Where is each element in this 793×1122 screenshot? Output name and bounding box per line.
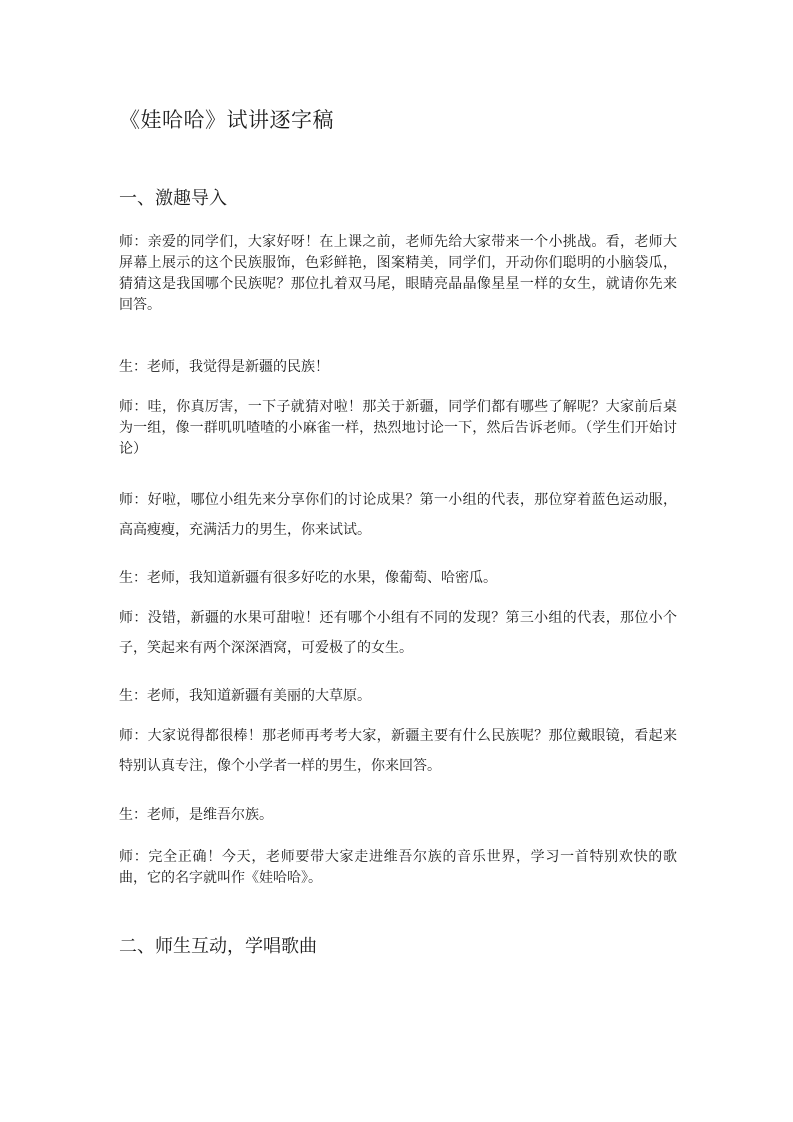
paragraph-teacher-5: 师：大家说得都很棒！那老师再考考大家，新疆主要有什么民族呢？那位戴眼镜，看起来特别认真专注，像个小学者一样的男生，你来回答。 <box>119 728 677 774</box>
paragraph-teacher-3: 师：好啦，哪位小组先来分享你们的讨论成果？第一小组的代表，那位穿着蓝色运动服，高高瘦瘦，充满活力的男生，你来试试。 <box>119 492 677 538</box>
paragraph-teacher-1: 师：亲爱的同学们，大家好呀！在上课之前，老师先给大家带来一个小挑战。看，老师大屏幕上展示的这个民族服饰，色彩鲜艳，图案精美，同学们，开动你们聪明的小脑袋瓜，猜猜这是我国哪个民族呢？那位扎着双马尾，眼睛亮晶晶像星星一样的女生，就请你先来回答。 <box>119 234 677 313</box>
paragraph-student-1: 生：老师，我觉得是新疆的民族！ <box>119 359 329 375</box>
paragraph-student-4: 生：老师，是维吾尔族。 <box>119 807 273 823</box>
paragraph-teacher-6: 师：完全正确！今天，老师要带大家走进维吾尔族的音乐世界，学习一首特别欢快的歌曲，它的名字就叫作《娃哈哈》。 <box>119 849 677 886</box>
paragraph-student-3: 生：老师，我知道新疆有美丽的大草原。 <box>119 688 371 704</box>
section-heading-1: 一、激趣导入 <box>119 188 227 209</box>
section-heading-2: 二、师生互动，学唱歌曲 <box>119 936 317 957</box>
paragraph-teacher-2: 师：哇，你真厉害，一下子就猜对啦！那关于新疆，同学们都有哪些了解呢？大家前后桌为一组，像一群叽叽喳喳的小麻雀一样，热烈地讨论一下，然后告诉老师。（学生们开始讨论） <box>119 399 677 457</box>
paragraph-teacher-4: 师：没错，新疆的水果可甜啦！还有哪个小组有不同的发现？第三小组的代表，那位小个子，笑起来有两个深深酒窝，可爱极了的女生。 <box>119 610 677 656</box>
paragraph-student-2: 生：老师，我知道新疆有很多好吃的水果，像葡萄、哈密瓜。 <box>119 570 497 586</box>
document-title: 《娃哈哈》试讲逐字稿 <box>119 108 334 132</box>
